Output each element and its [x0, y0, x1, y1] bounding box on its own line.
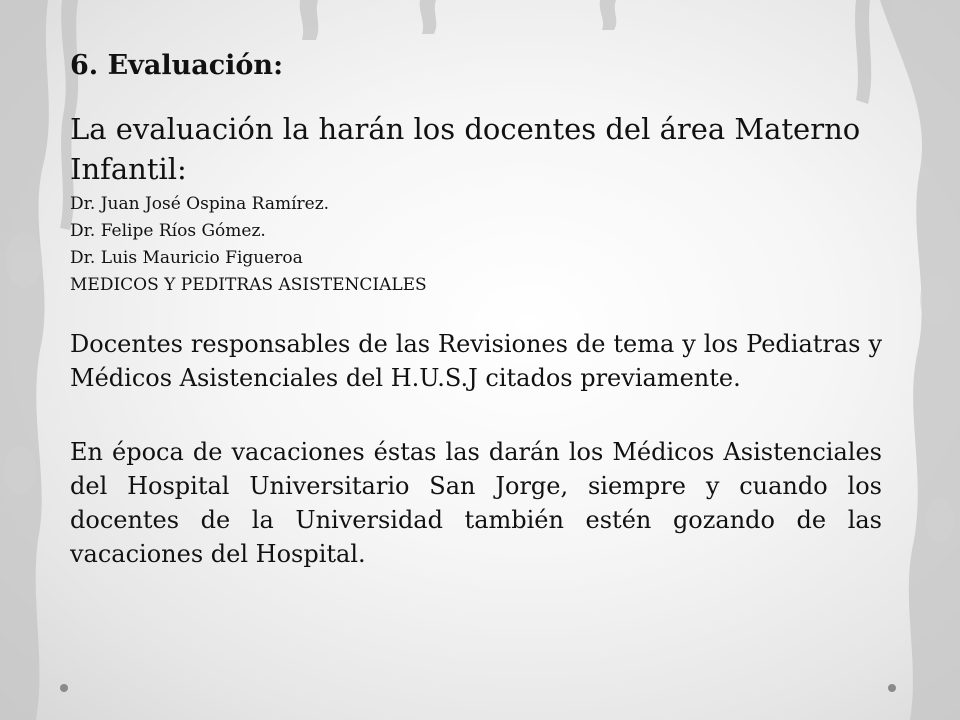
paragraph-vacaciones: En época de vacaciones éstas las darán los Médicos Asistenciales del Hospital Universitario San Jorge, siempre y cuando los docentes de la Universidad también estén gozando de las vacaciones del Hospital. — [70, 438, 882, 568]
slide-title: 6. Evaluación: — [70, 50, 284, 81]
intro-text: La evaluación la harán los docentes del área Materno Infantil: — [70, 112, 861, 186]
evaluator-list — [70, 191, 882, 299]
paragraph-responsables: Docentes responsables de las Revisiones de tema y los Pediatras y Médicos Asistenciales del H.U.S.J citados previamente. — [70, 330, 882, 392]
corner-dot-left — [60, 684, 68, 692]
corner-dot-right — [888, 684, 896, 692]
evaluator-item: MEDICOS Y PEDITRAS ASISTENCIALES — [70, 275, 427, 295]
evaluator-item: Dr. Luis Mauricio Figueroa — [70, 248, 303, 268]
evaluator-item: Dr. Juan José Ospina Ramírez. — [70, 194, 330, 214]
evaluator-item: Dr. Felipe Ríos Gómez. — [70, 221, 266, 241]
slide-content — [70, 48, 882, 571]
